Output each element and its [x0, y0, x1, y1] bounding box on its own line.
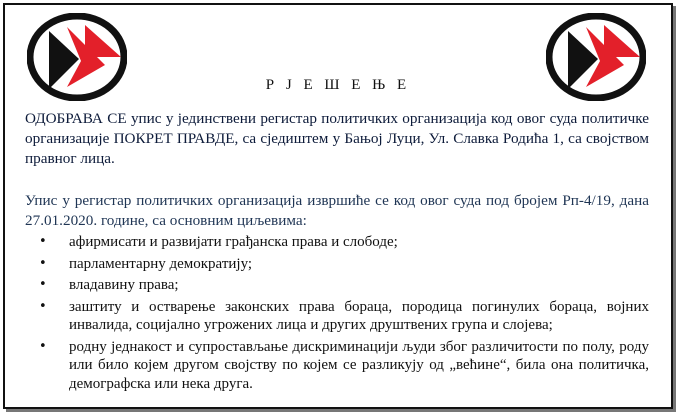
list-item: • заштиту и остварење законских права бораца, породица погинулих бораца, војних инвалида, социјално угрожених лица и других друштвених група и слојева; [25, 298, 649, 335]
document-page [3, 3, 673, 409]
list-item: • парламентарну демократију; [25, 255, 649, 274]
approval-paragraph: ОДОБРАВА СЕ упис у јединствени регистар политичких организација код овог суда политичке организације ПОКРЕТ ПРАВДЕ, са сједиштем у Бањој Луци, Ул. Славка Родића 1, са својством правног лица. [25, 110, 649, 167]
goals-list [25, 233, 649, 396]
list-item: • владавину права; [25, 276, 649, 295]
list-item: • афирмисати и развијати грађанска права и слободе; [25, 233, 649, 252]
registration-paragraph: Упис у регистар политичких организација извршиће се код овог суда под бројем Рп-4/19, дана 27.01.2020. године, са основним циљевима: [25, 192, 649, 229]
list-item: • родну једнакост и супростављање дискриминацији људи због различитости по полу, роду или било којем другом својству по којем се разликују од „већине“, била она политичка, демографска или нека друга. [25, 338, 649, 394]
document-title: Р Ј Е Ш Е Њ Е [265, 77, 411, 93]
